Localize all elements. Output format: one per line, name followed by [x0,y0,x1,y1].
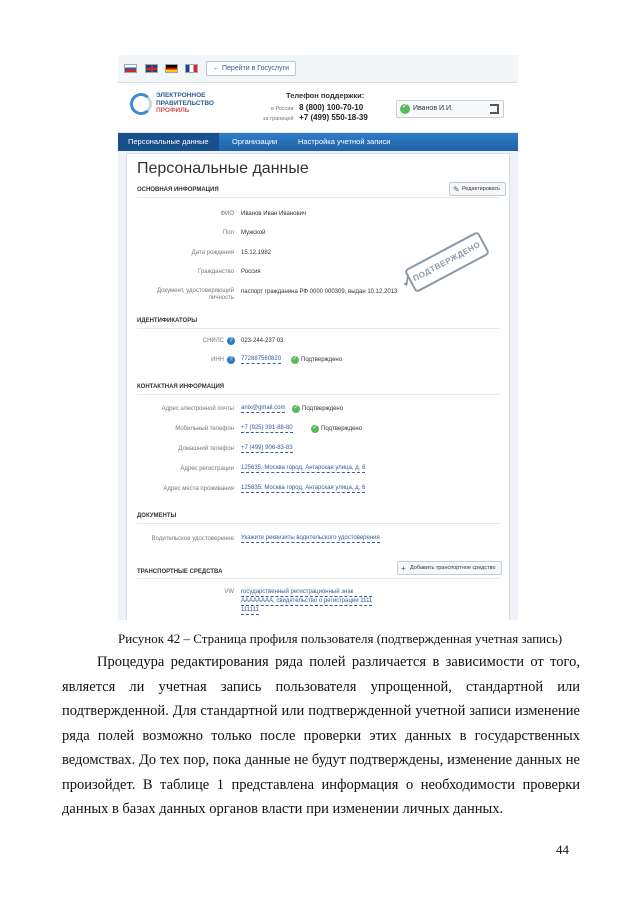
reg-address-value[interactable]: 125635, Москва город, Ангарская улица, д. 6 [241,465,366,471]
license-value[interactable]: Укажите реквизиты водительского удостоверения [241,535,380,541]
fio-value: Иванов Иван Иванович [241,211,307,217]
page-title: Персональные данные [137,160,309,177]
section-documents: ДОКУМЕНТЫ [137,513,177,519]
fio-label: ФИО [220,211,234,217]
pencil-icon: ✎ [453,185,460,194]
home-phone-value[interactable]: +7 (499) 906-83-83 [241,445,293,451]
citizenship-label: Гражданство [198,269,234,275]
add-vehicle-button[interactable]: + Добавить транспортное средство [397,561,502,575]
inn-label: ИНН [211,357,224,363]
section-basic: ОСНОВНАЯ ИНФОРМАЦИЯ [137,187,219,193]
flag-fr-icon[interactable] [185,64,198,73]
vehicle-value[interactable]: государственный регистрационный знак АААААААА, свидетельство о регистрации 1111 111111 [241,589,373,613]
live-address-value[interactable]: 125635, Москва город, Ангарская улица, д. 6 [241,485,366,491]
page-number: 44 [556,842,569,857]
mobile-value[interactable]: +7 (925) 391-88-80 [241,425,293,431]
mobile-label: Мобильный телефон [175,426,234,432]
birth-label: Дата рождения [191,250,234,256]
tab-account-settings[interactable]: Настройка учетной записи [298,137,391,146]
snils-label: СНИЛС [202,338,224,344]
language-bar [118,55,518,83]
user-menu[interactable]: ✓ Иванов И.И. [396,100,504,118]
reg-address-label: Адрес регистрации [180,466,234,472]
flag-ru-icon[interactable] [124,64,137,73]
divider [137,394,499,395]
email-label: Адрес электронной почты [161,406,234,412]
help-icon[interactable]: ? [227,337,235,345]
birth-value: 15.12.1982 [241,250,272,256]
divider [137,523,499,524]
divider [137,328,499,329]
support-abroad: за границей +7 (499) 550-18-39 [263,113,368,122]
divider [137,578,499,579]
id-doc-value: паспорт гражданина РФ 0000 000309, выдан 10.12.2013 [241,289,398,295]
figure-caption: Рисунок 42 – Страница профиля пользователя (подтвержденная учетная запись) [118,631,563,646]
snils-value: 023-244-237 03 [241,338,284,344]
edit-button[interactable]: ✎ Редактировать [449,182,506,196]
sex-label: Пол [222,230,234,236]
license-label: Водительское удостоверение [151,536,234,542]
citizenship-value: Россия [241,269,261,275]
logo-icon[interactable] [130,93,152,115]
flag-de-icon[interactable] [165,64,178,73]
logo-text[interactable]: ЭЛЕКТРОННОЕ ПРАВИТЕЛЬСТВО ПРОФИЛЬ [156,92,214,114]
tab-personal-data[interactable]: Персональные данные [118,133,219,151]
mobile-verified-badge: Подтверждено ✓ [311,425,362,433]
section-contacts: КОНТАКТНАЯ ИНФОРМАЦИЯ [137,384,225,390]
support-title: Телефон поддержки: [286,91,365,100]
section-vehicles: ТРАНСПОРТНЫЕ СРЕДСТВА [137,569,223,575]
site-header [118,83,518,133]
section-identifiers: ИДЕНТИФИКАТОРЫ [137,318,198,324]
vehicle-label: VW [224,589,234,595]
email-value[interactable]: anix@gmail.com [241,405,286,411]
verified-icon [400,104,410,114]
inn-value[interactable]: 772887560820 [241,356,282,362]
inn-verified-badge: Подтверждено ✓ [291,356,342,364]
support-ru: в России 8 (800) 100-70-10 [271,103,364,112]
sex-value: Мужской [241,230,266,236]
divider [137,197,499,198]
logout-icon[interactable] [490,104,499,114]
flag-gb-icon[interactable] [145,64,158,73]
tab-organizations[interactable]: Организации [232,137,278,146]
home-phone-label: Домашний телефон [178,446,234,452]
personal-data-card [126,153,510,620]
id-doc-label: Документ, удостоверяющий личность [156,288,234,301]
help-icon[interactable]: ? [227,356,235,364]
goto-gosuslugi-button[interactable]: ← Перейти в Госуслуги [206,61,296,76]
main-nav [118,133,518,151]
profile-screenshot [118,55,518,620]
live-address-label: Адрес места проживания [163,486,234,492]
body-paragraph: Процедура редактирования ряда полей различается в зависимости от того, является ли учетная запись пользователя упрощенной, стандартной или подтвержденной. Для стандартной или подтвержденной учетной записи изменение ряда полей возможно только после проверки этих данных в государственных ведомствах. До тех пор, пока данные не будут подтверждены, изменение данных не произойдет. В таблице 1 представлена информация о необходимости проверки данных в базах данных органов власти при изменении личных данных. [62,654,580,817]
email-verified-badge: Подтверждено ✓ [292,405,343,413]
verified-stamp: ✓ ПОДТВЕРЖДЕНО [404,231,490,293]
plus-icon: + [401,564,406,573]
